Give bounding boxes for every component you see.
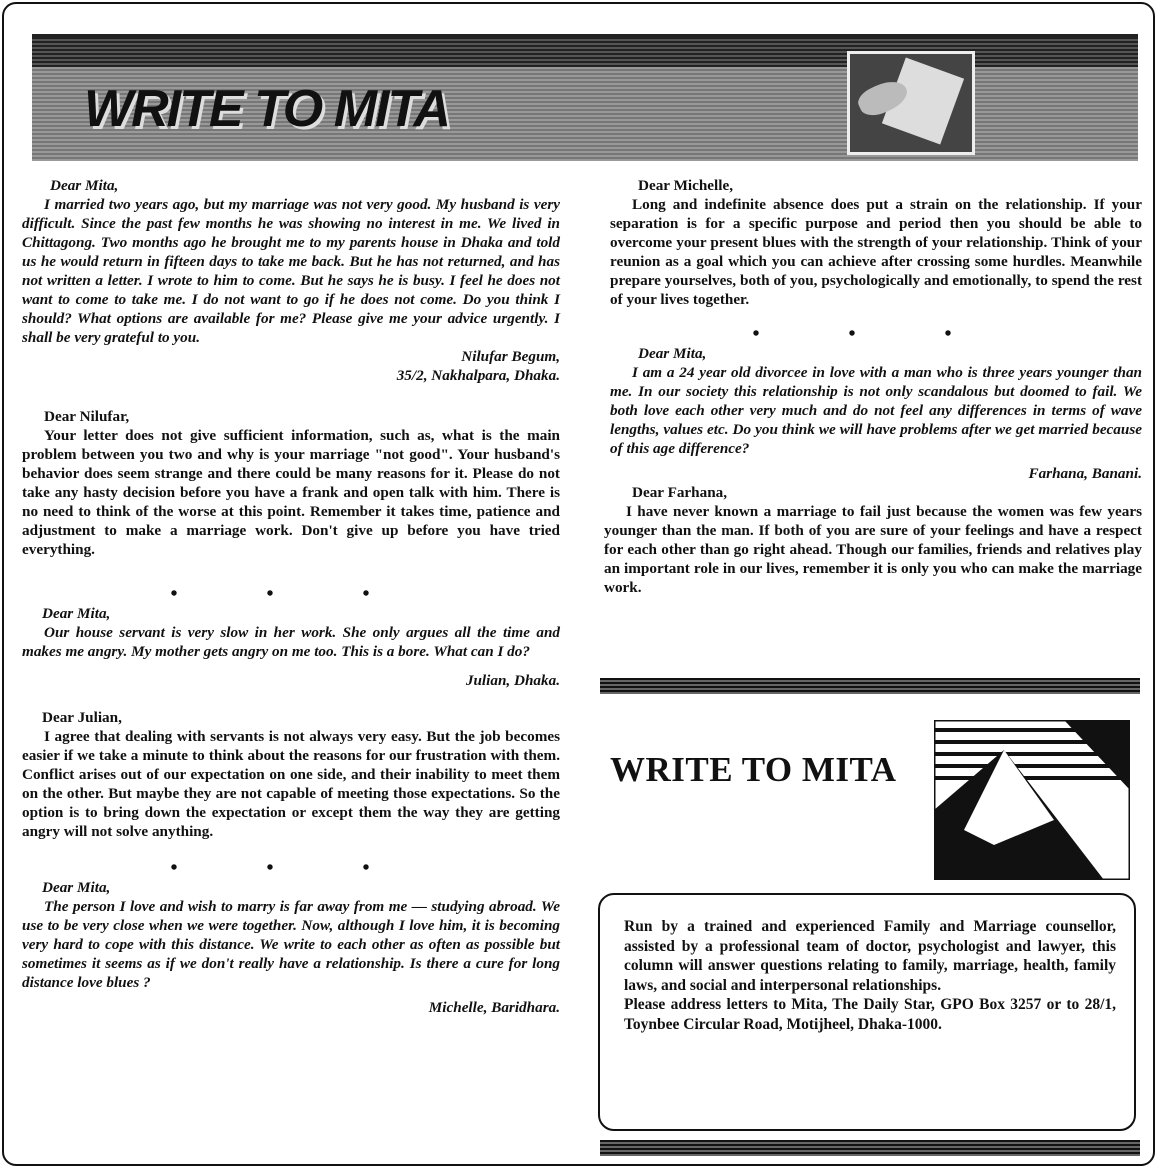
letter1-salutation: Dear Mita, (50, 177, 119, 194)
left-column (22, 176, 560, 1017)
right-column (604, 176, 1142, 597)
letter4-body: I am a 24 year old divorcee in love with a man who is three years younger than me. In our society this relationship is not only scandalous but doomed to fail. We both love each other very much and do not feel any differences in terms of wave lengths, values etc. Do you think we will have problems after we get married because of this age difference? (610, 364, 1142, 457)
reply4-body: I have never known a marriage to fail just because the women was few years younger than the man. If both of you are sure of your feelings and have a respect for each other than go right ahead. Though our families, friends and relatives play an important role in our lives, remember it is only you who can make the marriage work. (604, 503, 1142, 596)
letter3-salutation: Dear Mita, (42, 879, 111, 896)
info-box (598, 893, 1136, 1131)
banner-title: WRITE TO MITA (84, 80, 449, 138)
box-title: WRITE TO MITA (610, 750, 897, 789)
letter3-body: The person I love and wish to marry is far away from me — studying abroad. We use to be very close when we were together. Now, although I love him, it is becoming very hard to cope with this distance. We write to each other as often as possible but sometimes it seems as if we don't really have a relationship. Is there a cure for long distance love blues ? (22, 898, 560, 991)
separator-dots: • • • (752, 323, 994, 345)
reply3-salutation: Dear Michelle, (638, 177, 734, 194)
separator-dots: • • • (170, 857, 412, 879)
reply2-body: I agree that dealing with servants is not always very easy. But the job becomes easier if we take a minute to think about the reasons for our frustration with them. Conflict arises out of our expectation on one side, and their inability to meet them on the other. But maybe they are not capable of meeting those expectations. So the option is to bring down the expectation or except them the way they are getting angry will not solve anything. (22, 728, 560, 840)
divider-bar-bottom (600, 1140, 1140, 1156)
divider-bar-top (600, 678, 1140, 694)
letter4-signature: Farhana, Banani. (1028, 465, 1142, 482)
column-banner (32, 34, 1138, 161)
letter1-body: I married two years ago, but my marriage was not very good. My husband is very difficult. Since the past few months he was showing no interest in me. We lived in Chittagong. Two months ago he brought me to my parents house in Dhaka and told us he would return in fifteen days to take me back. But he has not returned, and has not written a letter. I wrote to him to come. But he says he is busy. I feel he does not want to come to take me. I do not want to go if he does not come. Do you think I should? What options are available for me? Please give me your advice urgently. I shall be very grateful to you. (22, 196, 560, 346)
write-to-mita-logo (934, 720, 1130, 880)
letter-photo (847, 51, 975, 155)
letter2-salutation: Dear Mita, (42, 605, 111, 622)
info-description: Run by a trained and experienced Family and Marriage counsellor, assisted by a professional team of doctor, psychologist and lawyer, this column will answer questions relating to family, marriage, health, family laws, and social and interpersonal relationships. (624, 918, 1116, 994)
info-address: Please address letters to Mita, The Daily Star, GPO Box 3257 or to 28/1, Toynbee Circular Road, Motijheel, Dhaka-1000. (624, 996, 1116, 1033)
reply2-salutation: Dear Julian, (42, 709, 122, 726)
letter3-signature: Michelle, Baridhara. (428, 999, 560, 1016)
reply1-body: Your letter does not give sufficient information, such as, what is the main problem between you two and why is your marriage "not good". Your husband's behavior does seem strange and there could be many reasons for it. Please do not take any hasty decision before you have a frank and open talk with him. There is no need to think of the worse at this point. Remember it takes time, patience and adjustment to make a marriage work. Don't give up before you have tried everything. (22, 427, 560, 558)
separator-dots: • • • (170, 583, 412, 605)
reply3-body: Long and indefinite absence does put a strain on the relationship. If your separation is for a specific purpose and period then you should be able to overcome your present blues with the strength of your relationship. Think of your reunion as a goal which you can achieve after crossing some hurdles. Meanwhile prepare yourselves, both of you, psychologically and emotionally, to spend the rest of your lives together. (610, 196, 1142, 308)
letter2-body: Our house servant is very slow in her work. She only argues all the time and makes me angry. My mother gets angry on me too. This is a bore. What can I do? (22, 624, 560, 660)
letter2-signature: Julian, Dhaka. (465, 672, 560, 689)
reply4-salutation: Dear Farhana, (632, 484, 728, 501)
reply1-salutation: Dear Nilufar, (44, 408, 130, 425)
letter1-signature-name: Nilufar Begum, (461, 348, 560, 365)
letter4-salutation: Dear Mita, (638, 345, 707, 362)
letter1-signature-place: 35/2, Nakhalpara, Dhaka. (396, 367, 560, 384)
